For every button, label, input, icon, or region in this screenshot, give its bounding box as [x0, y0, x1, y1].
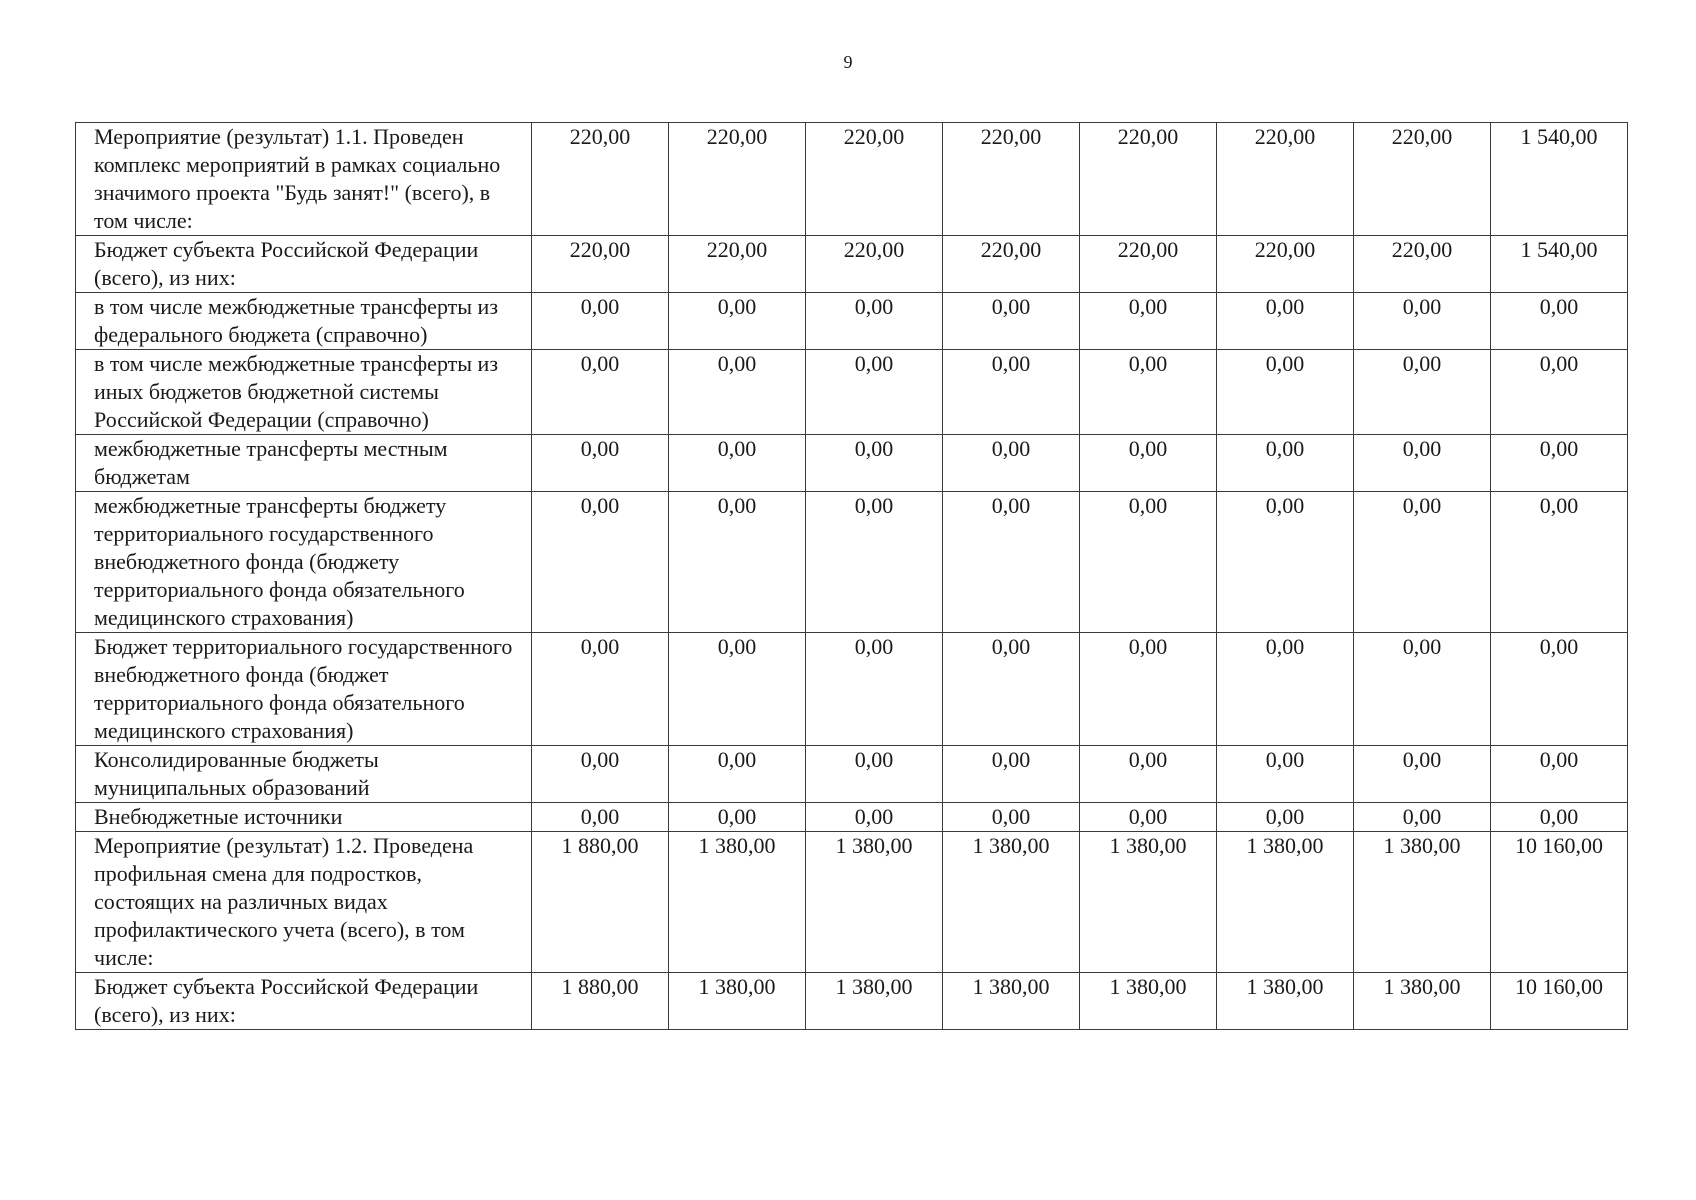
row-value-cell: 0,00 [1354, 633, 1491, 746]
row-value-cell: 0,00 [806, 633, 943, 746]
row-value-cell: 1 380,00 [669, 973, 806, 1030]
row-value-cell: 0,00 [532, 293, 669, 350]
row-value-cell: 220,00 [806, 236, 943, 293]
row-total-cell: 0,00 [1491, 492, 1628, 633]
row-value-cell: 0,00 [943, 350, 1080, 435]
budget-table [75, 122, 1628, 1030]
table-row [76, 123, 1628, 236]
row-value-cell: 0,00 [1080, 492, 1217, 633]
row-total-cell: 0,00 [1491, 435, 1628, 492]
row-label: в том числе межбюджетные трансферты из федерального бюджета (справочно) [76, 293, 532, 350]
row-value-cell: 220,00 [1080, 236, 1217, 293]
row-value-cell: 220,00 [532, 236, 669, 293]
table-row [76, 803, 1628, 832]
row-total-cell: 10 160,00 [1491, 832, 1628, 973]
row-total-cell: 0,00 [1491, 350, 1628, 435]
row-value-cell: 0,00 [1354, 803, 1491, 832]
row-total-cell: 0,00 [1491, 293, 1628, 350]
row-value-cell: 0,00 [1080, 435, 1217, 492]
row-label: межбюджетные трансферты местным бюджетам [76, 435, 532, 492]
row-total-cell: 10 160,00 [1491, 973, 1628, 1030]
row-total-cell: 0,00 [1491, 746, 1628, 803]
row-value-cell: 0,00 [1217, 293, 1354, 350]
row-value-cell: 220,00 [806, 123, 943, 236]
page-number: 9 [843, 52, 853, 72]
row-value-cell: 0,00 [1217, 633, 1354, 746]
table-row [76, 746, 1628, 803]
row-value-cell: 0,00 [669, 492, 806, 633]
row-total-cell: 0,00 [1491, 633, 1628, 746]
row-value-cell: 0,00 [669, 350, 806, 435]
row-value-cell: 1 380,00 [806, 832, 943, 973]
row-value-cell: 0,00 [1080, 746, 1217, 803]
row-value-cell: 0,00 [1217, 435, 1354, 492]
row-value-cell: 0,00 [532, 492, 669, 633]
row-value-cell: 0,00 [806, 350, 943, 435]
row-value-cell: 1 380,00 [1217, 973, 1354, 1030]
row-value-cell: 0,00 [806, 435, 943, 492]
row-value-cell: 0,00 [532, 633, 669, 746]
row-value-cell: 0,00 [943, 803, 1080, 832]
row-value-cell: 220,00 [532, 123, 669, 236]
row-value-cell: 0,00 [943, 492, 1080, 633]
row-value-cell: 0,00 [669, 746, 806, 803]
row-value-cell: 0,00 [532, 435, 669, 492]
row-value-cell: 0,00 [1354, 350, 1491, 435]
table-row [76, 350, 1628, 435]
row-label: Бюджет территориального государственного внебюджетного фонда (бюджет территориального фонда обязательного медицинского страхования) [76, 633, 532, 746]
row-total-cell: 0,00 [1491, 803, 1628, 832]
row-value-cell: 0,00 [943, 633, 1080, 746]
row-value-cell: 220,00 [669, 123, 806, 236]
row-value-cell: 1 380,00 [943, 832, 1080, 973]
row-label: Бюджет субъекта Российской Федерации (всего), из них: [76, 973, 532, 1030]
row-value-cell: 0,00 [1080, 633, 1217, 746]
row-value-cell: 0,00 [1080, 350, 1217, 435]
table-body [76, 123, 1628, 1030]
table-row [76, 492, 1628, 633]
table-row [76, 633, 1628, 746]
row-value-cell: 0,00 [1080, 803, 1217, 832]
row-total-cell: 1 540,00 [1491, 236, 1628, 293]
row-value-cell: 0,00 [1217, 492, 1354, 633]
table-row [76, 435, 1628, 492]
table-row [76, 236, 1628, 293]
row-value-cell: 0,00 [669, 803, 806, 832]
row-value-cell: 0,00 [669, 293, 806, 350]
row-value-cell: 0,00 [943, 746, 1080, 803]
table-row [76, 973, 1628, 1030]
row-value-cell: 1 380,00 [1354, 832, 1491, 973]
row-value-cell: 1 380,00 [943, 973, 1080, 1030]
row-value-cell: 0,00 [1354, 492, 1491, 633]
row-label: Консолидированные бюджеты муниципальных образований [76, 746, 532, 803]
row-value-cell: 1 880,00 [532, 832, 669, 973]
row-label: Мероприятие (результат) 1.2. Проведена профильная смена для подростков, состоящих на различных видах профилактического учета (всего), в том числе: [76, 832, 532, 973]
row-value-cell: 1 380,00 [1080, 832, 1217, 973]
row-value-cell: 0,00 [943, 293, 1080, 350]
row-value-cell: 220,00 [1080, 123, 1217, 236]
row-value-cell: 0,00 [669, 633, 806, 746]
row-value-cell: 0,00 [806, 803, 943, 832]
row-value-cell: 0,00 [532, 746, 669, 803]
row-value-cell: 220,00 [1354, 236, 1491, 293]
row-label: межбюджетные трансферты бюджету территориального государственного внебюджетного фонда (бюджету территориального фонда обязательного медицинского страхования) [76, 492, 532, 633]
row-value-cell: 1 380,00 [1080, 973, 1217, 1030]
row-value-cell: 0,00 [1354, 746, 1491, 803]
row-value-cell: 0,00 [1354, 435, 1491, 492]
row-value-cell: 0,00 [806, 293, 943, 350]
row-value-cell: 1 380,00 [669, 832, 806, 973]
row-value-cell: 220,00 [943, 236, 1080, 293]
row-total-cell: 1 540,00 [1491, 123, 1628, 236]
row-value-cell: 0,00 [1217, 746, 1354, 803]
table-row [76, 832, 1628, 973]
row-value-cell: 0,00 [943, 435, 1080, 492]
row-value-cell: 0,00 [1354, 293, 1491, 350]
row-value-cell: 1 380,00 [1217, 832, 1354, 973]
row-label: в том числе межбюджетные трансферты из иных бюджетов бюджетной системы Российской Федерации (справочно) [76, 350, 532, 435]
row-value-cell: 0,00 [532, 803, 669, 832]
row-value-cell: 220,00 [1354, 123, 1491, 236]
row-value-cell: 1 880,00 [532, 973, 669, 1030]
row-value-cell: 0,00 [806, 746, 943, 803]
row-label: Мероприятие (результат) 1.1. Проведен комплекс мероприятий в рамках социально значимого проекта "Будь занят!" (всего), в том числе: [76, 123, 532, 236]
row-label: Внебюджетные источники [76, 803, 532, 832]
row-value-cell: 0,00 [806, 492, 943, 633]
row-value-cell: 1 380,00 [1354, 973, 1491, 1030]
table-row [76, 293, 1628, 350]
row-value-cell: 0,00 [669, 435, 806, 492]
row-value-cell: 220,00 [943, 123, 1080, 236]
row-value-cell: 1 380,00 [806, 973, 943, 1030]
row-value-cell: 0,00 [1217, 350, 1354, 435]
row-value-cell: 0,00 [1217, 803, 1354, 832]
row-value-cell: 220,00 [1217, 236, 1354, 293]
row-value-cell: 220,00 [1217, 123, 1354, 236]
row-label: Бюджет субъекта Российской Федерации (всего), из них: [76, 236, 532, 293]
row-value-cell: 0,00 [532, 350, 669, 435]
row-value-cell: 220,00 [669, 236, 806, 293]
row-value-cell: 0,00 [1080, 293, 1217, 350]
